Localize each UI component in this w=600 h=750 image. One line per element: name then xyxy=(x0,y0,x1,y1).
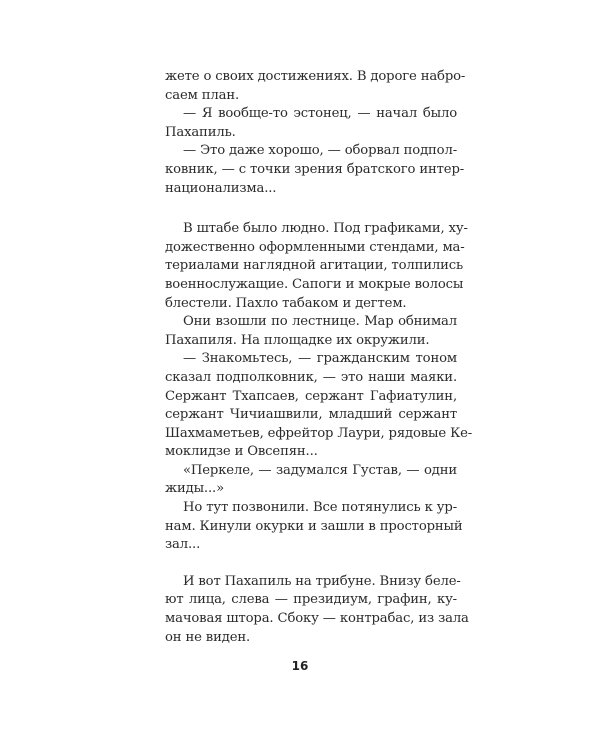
text-line: национализма... xyxy=(165,180,277,196)
text-line: «Перкеле, — задумался Густав, — одни xyxy=(183,462,457,478)
text-line: мачовая штора. Сбоку — контрабас, из зала xyxy=(165,611,469,627)
body-text xyxy=(165,68,473,647)
text-line: моклидзе и Овсепян... xyxy=(165,444,318,460)
text-line: зал... xyxy=(165,537,201,553)
text-line: Шахмаметьев, ефрейтор Лаури, рядовые Ке- xyxy=(165,425,473,441)
page-number: 16 xyxy=(291,659,309,673)
text-line: Пахапиль. xyxy=(165,124,236,140)
text-line: — Это даже хорошо, — оборвал подпол- xyxy=(183,143,457,159)
text-line: блестели. Пахло табаком и дегтем. xyxy=(165,295,407,311)
text-line: дожественно оформленными стендами, ма- xyxy=(165,239,465,255)
text-line: — Знакомьтесь, — гражданским тоном xyxy=(183,351,457,367)
text-line: жете о своих достижениях. В дороге набро- xyxy=(165,69,466,84)
text-line: Они взошли по лестнице. Мар обнимал xyxy=(183,314,457,330)
section-break xyxy=(165,198,457,220)
text-line: саем план. xyxy=(165,87,240,103)
text-line: В штабе было людно. Под графиками, ху- xyxy=(183,221,468,237)
text-line: — Я вообще-то эстонец, — начал было xyxy=(183,106,457,122)
text-line: Сержант Тхапсаев, сержант Гафиатулин, xyxy=(165,388,457,404)
text-line: териалами наглядной агитации, толпились xyxy=(165,258,463,274)
text-line: сказал подполковник, — это наши маяки. xyxy=(165,369,457,385)
paragraph xyxy=(165,350,473,462)
text-line: военнослужащие. Сапоги и мокрые волосы xyxy=(165,276,464,292)
section-break xyxy=(165,555,457,573)
text-line: нам. Кинули окурки и зашли в просторный xyxy=(165,518,463,534)
text-line: Пахапиля. На площадке их окружили. xyxy=(165,332,430,348)
text-line: ют лица, слева — президиум, графин, ку- xyxy=(165,592,457,608)
text-line: он не виден. xyxy=(165,629,251,645)
paragraph xyxy=(165,499,463,555)
paragraph xyxy=(165,142,465,198)
paragraph xyxy=(165,462,457,499)
text-line: сержант Чичиашвили, младший сержант xyxy=(165,407,457,423)
text-line: И вот Пахапиль на трибуне. Внизу беле- xyxy=(183,573,461,589)
text-line: ковник, — с точки зрения братского интер- xyxy=(165,161,465,177)
paragraph xyxy=(165,68,466,105)
paragraph xyxy=(165,573,469,647)
text-line: жиды...» xyxy=(165,481,224,497)
paragraph xyxy=(165,220,468,313)
text-line: Но тут позвонили. Все потянулись к ур- xyxy=(183,500,457,516)
paragraph xyxy=(165,313,457,350)
paragraph xyxy=(165,105,457,142)
